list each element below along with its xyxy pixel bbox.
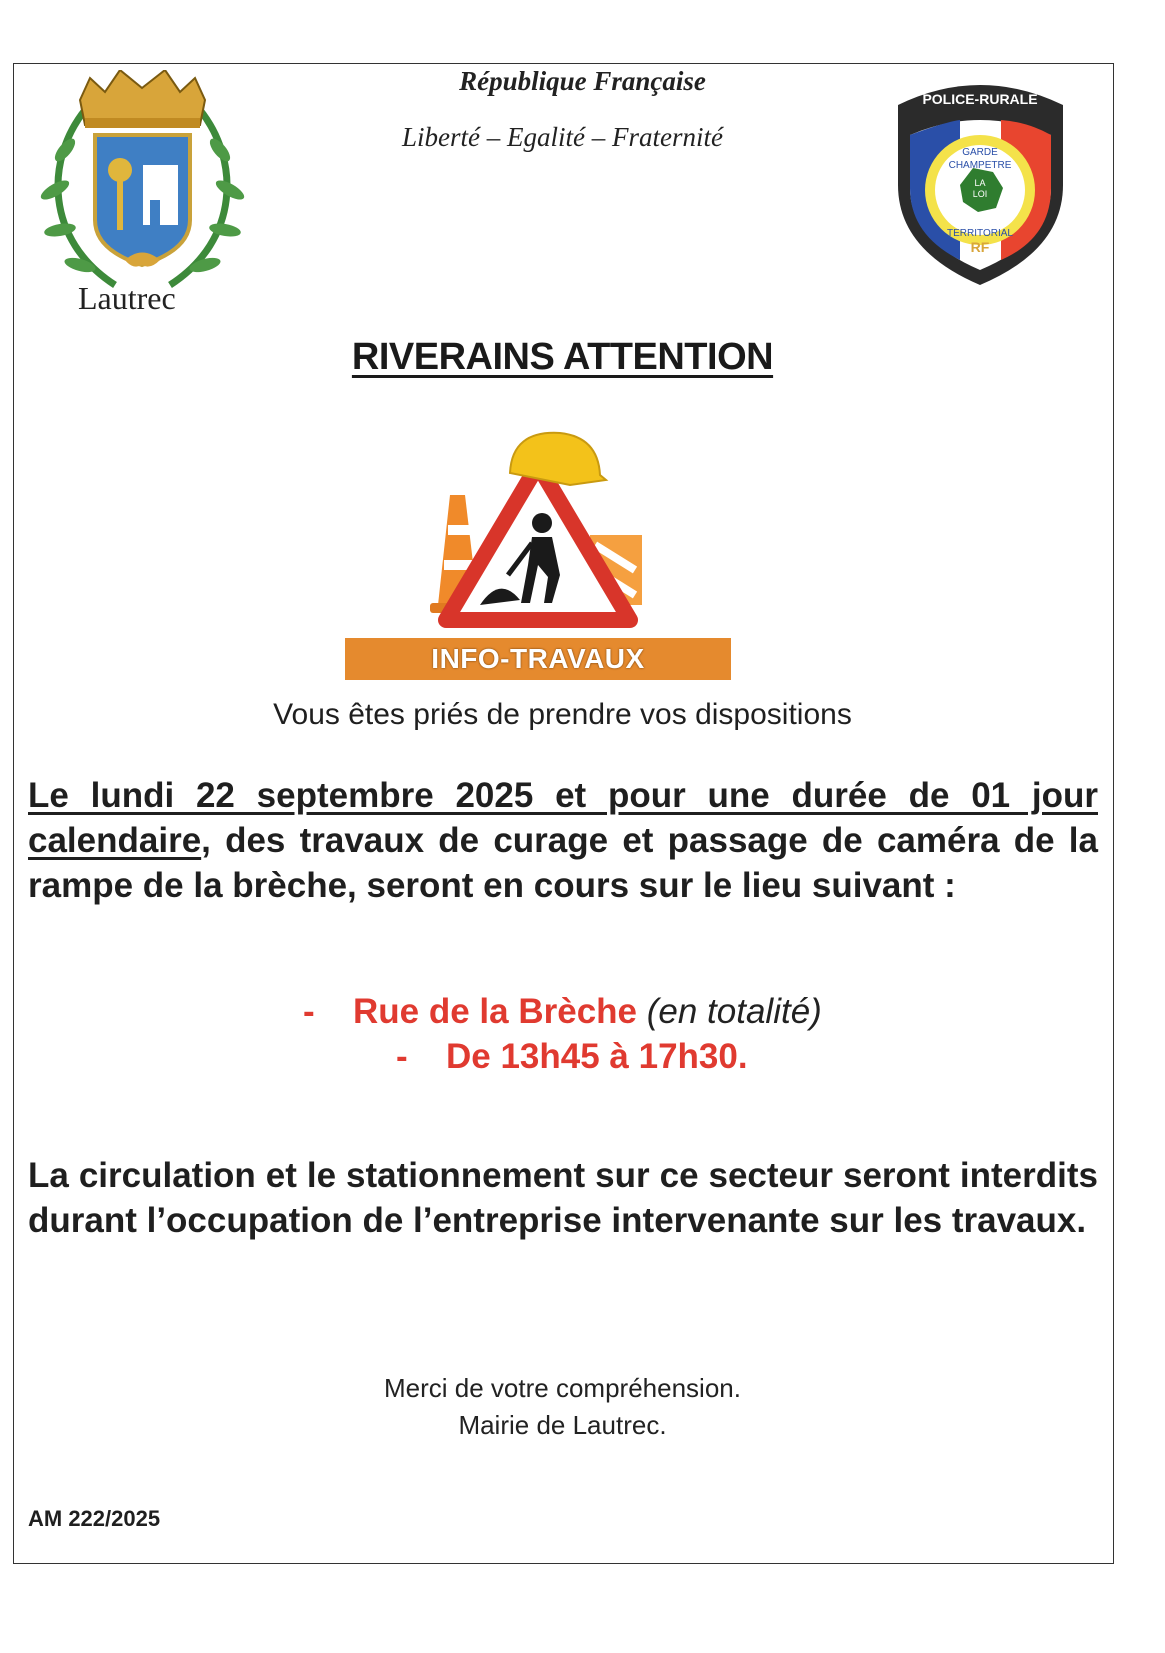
bullet-time	[396, 1037, 748, 1077]
badge-bottom1: TERRITORIAL	[947, 228, 1013, 239]
notice-title: RIVERAINS ATTENTION	[351, 336, 774, 378]
bullet-location-note: (en totalité)	[646, 992, 822, 1031]
notice-paragraph-rest: , des travaux de curage et passage de caméra de la rampe de la brèche, seront en cours sur le lieu suivant :	[28, 821, 1098, 905]
bullet-dash: -	[303, 992, 315, 1031]
republic-motto: Liberté – Egalité – Fraternité	[402, 122, 723, 152]
badge-map1: LA	[974, 178, 986, 188]
badge-line1: GARDE	[962, 147, 998, 158]
coat-of-arms-label: Lautrec	[78, 280, 176, 316]
roadworks-sign-icon	[420, 425, 660, 635]
bullet-location-text: Rue de la Brèche	[353, 992, 637, 1031]
notice-paragraph-restrictions: La circulation et le stationnement sur ce secteur seront interdits durant l’occupation de l’entreprise intervenante sur les travaux.	[28, 1156, 1098, 1240]
notice-date-underlined: Le lundi 22 septembre 2025 et pour une durée de 01 jour calendaire	[28, 776, 1098, 860]
badge-top-text: POLICE-RURALE	[922, 91, 1038, 107]
notice-subtitle: Vous êtes priés de prendre vos dispositions	[273, 698, 852, 731]
notice-paragraph-dates	[28, 773, 1098, 908]
police-rurale-badge	[888, 80, 1073, 290]
bullet-location	[303, 992, 822, 1032]
badge-bottom2: RF	[970, 239, 990, 255]
bullet-time-text: De 13h45 à 17h30.	[446, 1037, 748, 1076]
republic-heading: République Française	[459, 66, 706, 96]
footer-thanks: Merci de votre compréhension.	[384, 1373, 741, 1403]
info-travaux-banner: INFO-TRAVAUX	[345, 638, 731, 680]
badge-map2: LOI	[972, 189, 988, 199]
reference-number: AM 222/2025	[28, 1506, 161, 1531]
footer-closing	[0, 1370, 1125, 1444]
footer-signature: Mairie de Lautrec.	[458, 1410, 667, 1440]
bullet-dash: -	[396, 1037, 408, 1076]
badge-line2: CHAMPETRE	[948, 160, 1012, 171]
